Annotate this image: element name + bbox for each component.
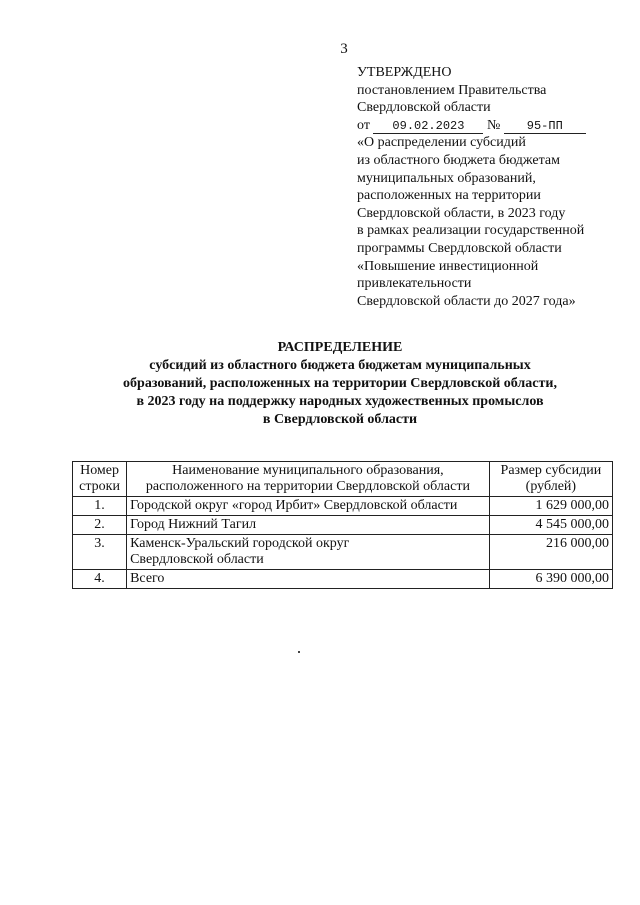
table-row-total	[73, 570, 613, 589]
municipality-name-line: Каменск-Уральский городской округ	[130, 536, 350, 551]
header-text: Размер субсидии	[500, 463, 602, 478]
header-text: строки	[79, 479, 120, 494]
municipality-name-line: Свердловской области	[130, 552, 264, 567]
subject-line: расположенных на территории	[357, 188, 541, 204]
from-label: от	[357, 117, 370, 133]
row-number: 1.	[73, 497, 127, 516]
document-title	[95, 339, 585, 429]
total-amount: 6 390 000,00	[489, 570, 612, 589]
total-label: Всего	[127, 570, 490, 589]
approval-block	[357, 64, 627, 310]
row-number: 3.	[73, 535, 127, 570]
approval-heading: УТВЕРЖДЕНО	[357, 65, 452, 80]
row-number: 2.	[73, 516, 127, 535]
header-text: расположенного на территории Свердловской области	[145, 479, 470, 494]
table-row	[73, 516, 613, 535]
number-label: №	[486, 117, 501, 133]
approval-line-1: постановлением Правительства	[357, 82, 547, 98]
subject-line: муниципальных образований,	[357, 170, 536, 186]
subject-line: «О распределении субсидий	[357, 135, 526, 151]
subject-line: Свердловской области, в 2023 году	[357, 205, 566, 221]
scan-speck	[298, 651, 300, 653]
subsidy-amount: 216 000,00	[489, 535, 612, 570]
title-line: образований, расположенных на территории Свердловской области,	[123, 376, 557, 391]
subsidy-amount: 4 545 000,00	[489, 516, 612, 535]
header-municipality	[127, 462, 490, 497]
municipality-name	[127, 535, 490, 570]
table-row	[73, 535, 613, 570]
title-line: в Свердловской области	[262, 412, 418, 427]
municipality-name: Городской округ «город Ирбит» Свердловской области	[127, 497, 490, 516]
header-text: Наименование муниципального образования,	[172, 463, 444, 478]
header-text: Номер	[80, 463, 119, 478]
subject-line: из областного бюджета бюджетам	[357, 152, 560, 168]
subject-line: программы Свердловской области	[357, 240, 562, 256]
page-number: 3	[340, 41, 348, 57]
approval-date-line	[357, 117, 627, 135]
approval-date: 09.02.2023	[373, 120, 483, 134]
title-heading: РАСПРЕДЕЛЕНИЕ	[277, 340, 403, 355]
row-number: 4.	[73, 570, 127, 589]
title-line: в 2023 году на поддержку народных художественных промыслов	[136, 394, 544, 409]
subsidy-amount: 1 629 000,00	[489, 497, 612, 516]
table-row	[73, 497, 613, 516]
header-text: (рублей)	[525, 479, 577, 494]
subject-line: в рамках реализации государственной	[357, 223, 585, 239]
subject-line: Свердловской области до 2027 года»	[357, 293, 576, 309]
title-line: субсидий из областного бюджета бюджетам муниципальных	[149, 358, 531, 373]
subject-line: «Повышение инвестиционной	[357, 258, 539, 274]
distribution-table	[72, 461, 613, 589]
approval-line-2: Свердловской области	[357, 100, 491, 116]
subject-line: привлекательности	[357, 276, 472, 292]
municipality-name: Город Нижний Тагил	[127, 516, 490, 535]
table-header-row	[73, 462, 613, 497]
header-row-number	[73, 462, 127, 497]
header-amount	[489, 462, 612, 497]
approval-number: 95-ПП	[504, 120, 586, 134]
